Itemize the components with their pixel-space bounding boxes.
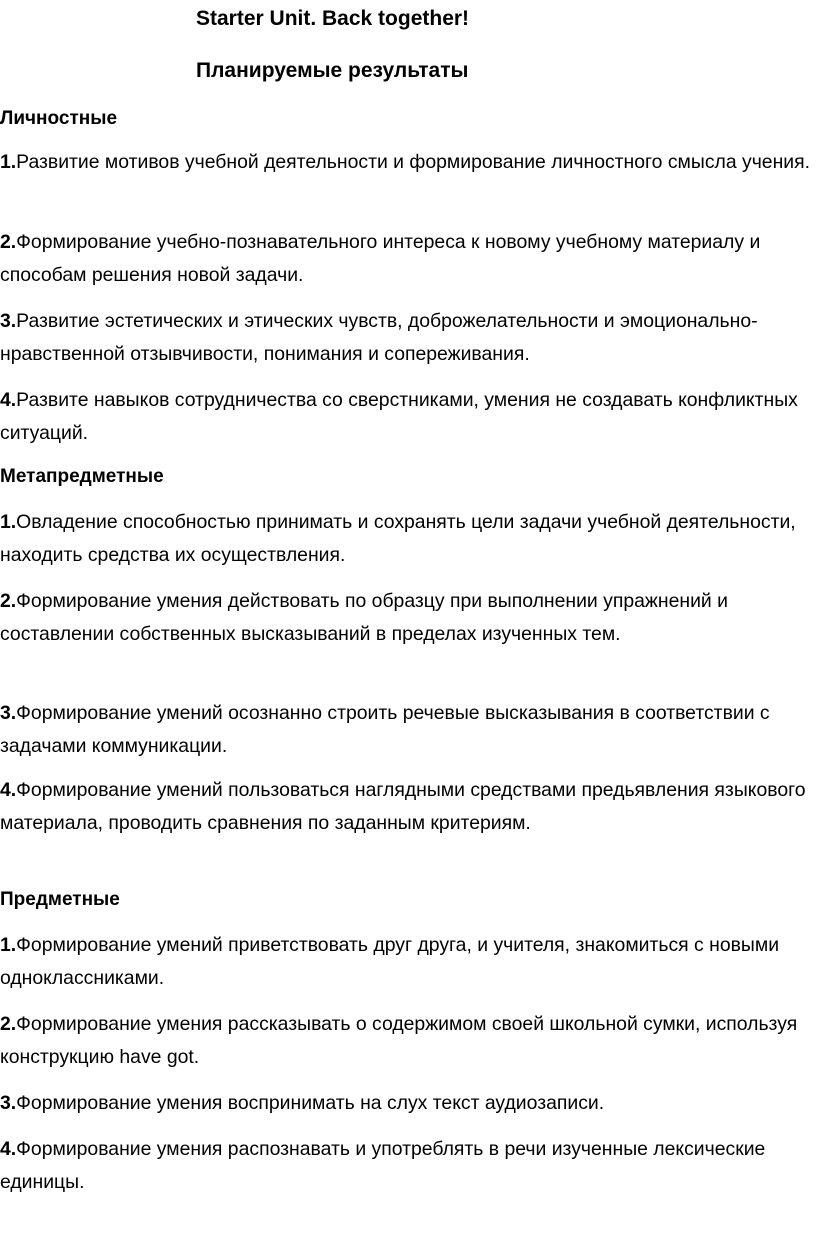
list-item <box>0 146 812 179</box>
item-number: 2. <box>0 590 17 612</box>
list-item <box>0 384 812 450</box>
item-number: 2. <box>0 1013 17 1035</box>
list-item <box>0 226 812 292</box>
section-heading-metasubject: Метапредметные <box>0 466 164 487</box>
item-text: Формирование учебно-познавательного интереса к новому учебному материалу и способам решения новой задачи. <box>0 231 761 286</box>
item-text: Развите навыков сотрудничества со сверстниками, умения не создавать конфликтных ситуаций. <box>0 389 798 444</box>
item-number: 3. <box>0 702 17 724</box>
list-item <box>0 1133 812 1199</box>
item-text: Развитие эстетических и этических чувств, доброжелательности и эмоционально-нравственной отзывчивости, понимания и сопереживания. <box>0 310 758 365</box>
item-number: 1. <box>0 511 17 533</box>
list-item <box>0 774 812 840</box>
item-text: Овладение способностью принимать и сохранять цели задачи учебной деятельности, находить средства их осуществления. <box>0 511 796 566</box>
item-text: Формирование умений осознанно строить речевые высказывания в соответствии с задачами коммуникации. <box>0 702 770 757</box>
item-number: 2. <box>0 231 17 253</box>
item-text: Развитие мотивов учебной деятельности и формирование личностного смысла учения. <box>16 151 811 173</box>
section-heading-personal: Личностные <box>0 108 118 129</box>
item-number: 3. <box>0 1092 17 1114</box>
list-item <box>0 585 812 651</box>
item-number: 1. <box>0 934 17 956</box>
section-heading-subject: Предметные <box>0 889 120 910</box>
list-item <box>0 929 812 995</box>
page-title: Starter Unit. Back together! <box>196 7 470 30</box>
item-number: 4. <box>0 389 17 411</box>
list-item <box>0 1087 812 1120</box>
item-text: Формирование умения рассказывать о содержимом своей школьной сумки, используя конструкцию have got. <box>0 1013 798 1068</box>
page-subtitle: Планируемые результаты <box>196 59 469 82</box>
item-number: 4. <box>0 779 17 801</box>
list-item <box>0 506 812 572</box>
list-item <box>0 697 812 763</box>
item-text: Формирование умения распознавать и употреблять в речи изученные лексические единицы. <box>0 1138 766 1193</box>
list-item <box>0 305 812 371</box>
item-number: 3. <box>0 310 17 332</box>
item-text: Формирование умения воспринимать на слух текст аудиозаписи. <box>16 1092 605 1114</box>
item-text: Формирование умений пользоваться наглядными средствами предьявления языкового материала, проводить сравнения по заданным критериям. <box>0 779 806 834</box>
item-text: Формирование умений приветствовать друг друга, и учителя, знакомиться с новыми одноклассниками. <box>0 934 780 989</box>
item-number: 1. <box>0 151 17 173</box>
item-number: 4. <box>0 1138 17 1160</box>
list-item <box>0 1008 812 1074</box>
item-text: Формирование умения действовать по образцу при выполнении упражнений и составлении собственных высказываний в пределах изученных тем. <box>0 590 728 645</box>
